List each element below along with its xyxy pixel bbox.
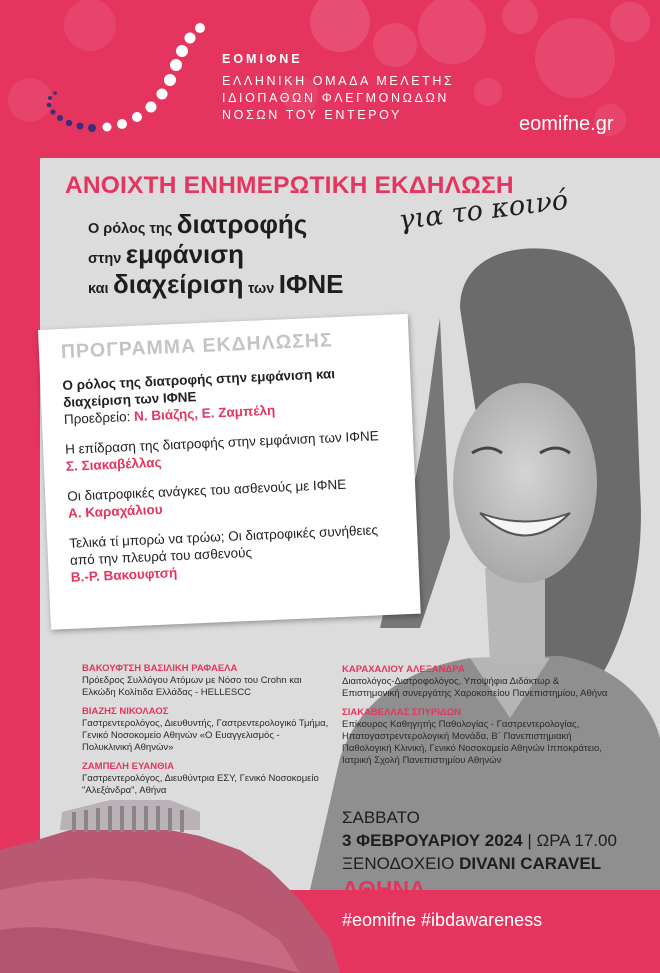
- eomifne-logo: [22, 18, 212, 143]
- event-date: 3 ΦΕΒΡΟΥΑΡΙΟΥ 2024: [342, 831, 523, 850]
- org-name-line-2: ΙΔΙΟΠΑΘΩΝ ΦΛΕΓΜΟΝΩΔΩΝ: [222, 91, 450, 105]
- bio-desc: Γαστρεντερολόγος, Διευθύντρια ΕΣΥ, Γενικό Νοσοκομείο "Αλεξάνδρα", Αθήνα: [82, 773, 319, 796]
- subtitle-word: Ο ρόλος της: [88, 221, 173, 237]
- program-items: [62, 362, 406, 598]
- bio-name: ΒΑΚΟΥΦΤΣΗ ΒΑΣΙΛΙΚΗ ΡΑΦΑΕΛΑ: [82, 663, 238, 674]
- program-talk-2: [67, 473, 403, 523]
- audience-script-text: για το κοινό: [396, 184, 570, 237]
- talk-speaker: Α. Καραχάλιου: [67, 501, 163, 521]
- org-name-line-1: ΕΛΛΗΝΙΚΗ ΟΜΑΔΑ ΜΕΛΕΤΗΣ: [222, 74, 455, 88]
- venue-name: DIVANI CARAVEL: [459, 854, 602, 873]
- bio-name: ΒΙΑΖΗΣ ΝΙΚΟΛΑΟΣ: [82, 706, 169, 717]
- subtitle-word: των: [247, 281, 275, 297]
- subtitle-word: διαχείριση: [113, 269, 244, 299]
- subtitle-word: στην: [88, 251, 122, 267]
- acropolis-illustration: [0, 790, 340, 973]
- website-url: eomifne.gr: [519, 113, 614, 135]
- org-name-line-3: ΝΟΣΩΝ ΤΟΥ ΕΝΤΕΡΟΥ: [222, 108, 402, 122]
- bio-name: ΣΙΑΚΑΒΕΛΛΑΣ ΣΠΥΡΙΔΩΝ: [342, 707, 462, 718]
- event-city: ΑΘΗΝΑ: [342, 876, 426, 902]
- bio-desc: Πρόεδρος Συλλόγου Ατόμων με Νόσο του Crohn και Ελκώδη Κολίτιδα Ελλάδας - HELLESCC: [82, 675, 302, 698]
- talk-speaker: Σ. Σιακαβέλλας: [65, 454, 162, 474]
- hashtags: #eomifne #ibdawareness: [342, 910, 543, 930]
- bio-name: ΚΑΡΑΧΑΛΙΟΥ ΑΛΕΞΑΝΔΡΑ: [342, 664, 465, 675]
- subtitle-word: και: [88, 281, 109, 297]
- talk-title: Η επίδραση της διατροφής στην εμφάνιση των ΙΦΝΕ: [64, 428, 379, 457]
- talk-speaker: Β.-Ρ. Βακουφτσή: [70, 565, 178, 585]
- chairs-names: Ν. Βιάζης, Ε. Ζαμπέλη: [133, 402, 276, 424]
- bio-desc: Επίκουρος Καθηγητής Παθολογίας - Γαστρεντερολογίας, Ηπατογαστρεντερολογική Μονάδα, Β΄ Πανεπιστημιακή Παθολογική Κλινική, Γενικό Νοσοκομείο Αθηνών Ιπποκράτειο, Ιατρική Σχολή Πανεπιστημίου Αθηνών: [342, 719, 602, 766]
- program-session: [62, 362, 399, 429]
- bio-desc: Γαστρεντερολόγος, Διευθυντής, Γαστρεντερολογικό Τμήμα, Γενικό Νοσοκομείο Αθηνών «Ο Ευαγγελισμός - Πολυκλινική Αθηνών»: [82, 718, 329, 753]
- session-title: Ο ρόλος της διατροφής στην εμφάνιση και διαχείριση των ΙΦΝΕ: [62, 366, 336, 410]
- subtitle-word: εμφάνιση: [125, 239, 244, 269]
- talk-title: Τελικά τί μπορώ να τρώω; Οι διατροφικές συνήθειες από την πλευρά του ασθενούς: [69, 522, 379, 568]
- bio-desc: Διαιτολόγος-Διατροφολόγος, Υποψήφια Διδάκτωρ & Επιστημονική συνεργάτης Χαροκοπείου Πανεπιστημίου, Αθήνα: [342, 676, 608, 699]
- event-time: | ΩΡΑ 17.00: [527, 831, 617, 850]
- program-card: [38, 314, 421, 630]
- chairs-label: Προεδρείο:: [63, 409, 131, 427]
- talk-title: Οι διατροφικές ανάγκες του ασθενούς με ΙΦΝΕ: [66, 476, 347, 504]
- speaker-bios-left: [82, 663, 332, 797]
- program-talk-3: [69, 520, 406, 587]
- program-talk-1: [65, 426, 401, 476]
- org-acronym: ΕΟΜΙΦΝΕ: [222, 52, 303, 66]
- event-info: [342, 806, 617, 904]
- event-title: ΑΝΟΙΧΤΗ ΕΝΗΜΕΡΩΤΙΚΗ ΕΚΔΗΛΩΣΗ: [65, 172, 514, 199]
- bio-name: ΖΑΜΠΕΛΗ ΕΥΑΝΘΙΑ: [82, 761, 175, 772]
- subtitle-word: ΙΦΝΕ: [278, 269, 344, 299]
- program-heading: ΠΡΟΓΡΑΜΜΑ ΕΚΔΗΛΩΣΗΣ: [60, 329, 334, 364]
- event-day: ΣΑΒΒΑΤΟ: [342, 808, 420, 827]
- org-name-block: [222, 52, 454, 124]
- venue-prefix: ΞΕΝΟΔΟΧΕΙΟ: [342, 854, 455, 873]
- event-subtitle: [88, 209, 344, 302]
- subtitle-word: διατροφής: [176, 209, 308, 239]
- speaker-bios-right: [342, 664, 612, 767]
